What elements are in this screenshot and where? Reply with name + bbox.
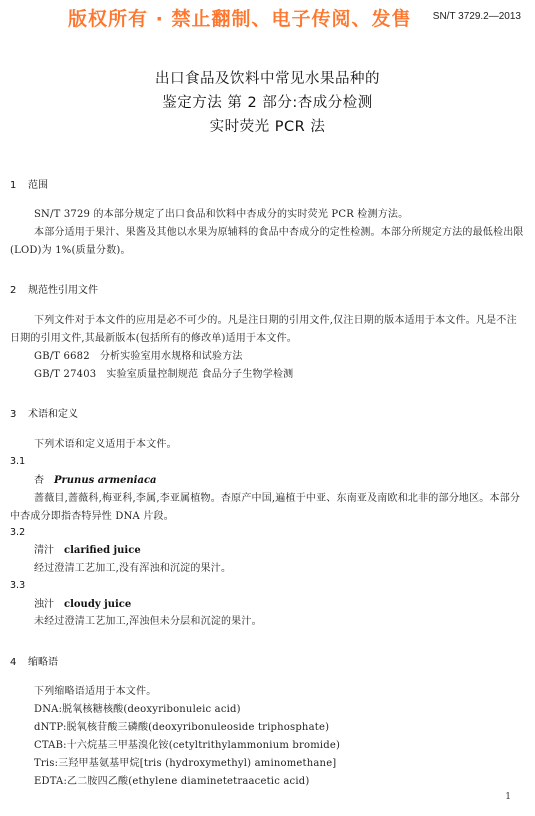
- title-line-2: 鉴定方法 第 2 部分:杏成分检测: [162, 95, 373, 111]
- title-line-1: 出口食品及饮料中常见水果品种的: [155, 71, 380, 87]
- section-1-paragraph-1: SN/T 3729 的本部分规定了出口食品和饮料中杏成分的实时荧光 PCR 检测方法。: [34, 209, 409, 220]
- term-3-1-number: 3.1: [10, 456, 26, 467]
- term-3-2-definition: 经过澄清工艺加工,没有浑浊和沉淀的果汁。: [34, 563, 232, 574]
- section-number: 3: [10, 409, 17, 420]
- term-3-1: [34, 472, 157, 490]
- term-3-3-number: 3.3: [10, 580, 26, 591]
- reference-code: GB/T 6682: [34, 351, 90, 362]
- term-3-1-definition: 蔷薇目,蔷薇科,梅亚科,李属,李亚属植物。杏原产中国,遍植于中亚、东南亚及南欧和北非的部分地区。本部分中杏成分即指杏特异性 DNA 片段。: [10, 493, 521, 522]
- reference-code: GB/T 27403: [34, 369, 97, 380]
- section-1-heading: [10, 176, 48, 191]
- section-3-heading: [10, 405, 78, 420]
- abbreviation-item: Tris:三羟甲基氨基甲烷[tris (hydroxymethyl) aminomethane]: [34, 758, 337, 769]
- document-title: [0, 67, 535, 139]
- section-title: 规范性引用文件: [28, 285, 98, 296]
- normative-reference-1: [34, 348, 243, 366]
- section-3-intro: 下列术语和定义适用于本文件。: [34, 439, 177, 450]
- section-1-paragraph-2: 本部分适用于果汁、果酱及其他以水果为原辅料的食品中杏成分的定性检测。本部分所规定方法的最低检出限(LOD)为 1%(质量分数)。: [10, 227, 524, 256]
- section-title: 缩略语: [28, 657, 58, 668]
- section-4-intro: 下列缩略语适用于本文件。: [34, 686, 157, 697]
- section-2-heading: [10, 281, 98, 296]
- section-2-paragraph: 下列文件对于本文件的应用是必不可少的。凡是注日期的引用文件,仅注日期的版本适用于本文件。凡是不注日期的引用文件,其最新版本(包括所有的修改单)适用于本文件。: [10, 315, 517, 344]
- section-title: 范围: [28, 180, 48, 191]
- term-3-3-definition: 未经过澄清工艺加工,浑浊但未分层和沉淀的果汁。: [34, 616, 262, 627]
- term-3-2: [34, 542, 141, 560]
- term-english: Prunus armeniaca: [54, 475, 157, 486]
- term-chinese: 浊汁: [34, 599, 54, 610]
- term-chinese: 清汁: [34, 545, 54, 556]
- reference-title: 实验室质量控制规范 食品分子生物学检测: [106, 369, 294, 380]
- title-line-3: 实时荧光 PCR 法: [209, 119, 326, 135]
- section-number: 2: [10, 285, 17, 296]
- standard-number: SN/T 3729.2—2013: [432, 11, 521, 22]
- section-title: 术语和定义: [28, 409, 78, 420]
- section-number: 4: [10, 657, 17, 668]
- term-english: cloudy juice: [64, 599, 132, 610]
- reference-title: 分析实验室用水规格和试验方法: [99, 351, 243, 362]
- normative-reference-2: [34, 366, 293, 384]
- copyright-watermark: 版权所有 · 禁止翻制、电子传阅、发售: [68, 8, 412, 30]
- abbreviation-item: DNA:脱氧核糖核酸(deoxyribonuleic acid): [34, 704, 241, 715]
- term-chinese: 杏: [34, 475, 44, 486]
- page-number: 1: [505, 792, 511, 802]
- term-3-2-number: 3.2: [10, 527, 26, 538]
- abbreviation-item: CTAB:十六烷基三甲基溴化铵(cetyltrithylammonium bromide): [34, 740, 341, 751]
- section-4-heading: [10, 653, 58, 668]
- term-3-3: [34, 596, 131, 614]
- abbreviation-item: dNTP:脱氧核苷酸三磷酸(deoxyribonuleoside triphosphate): [34, 722, 330, 733]
- term-english: clarified juice: [64, 545, 141, 556]
- abbreviation-item: EDTA:乙二胺四乙酸(ethylene diaminetetraacetic acid): [34, 776, 310, 787]
- section-number: 1: [10, 180, 17, 191]
